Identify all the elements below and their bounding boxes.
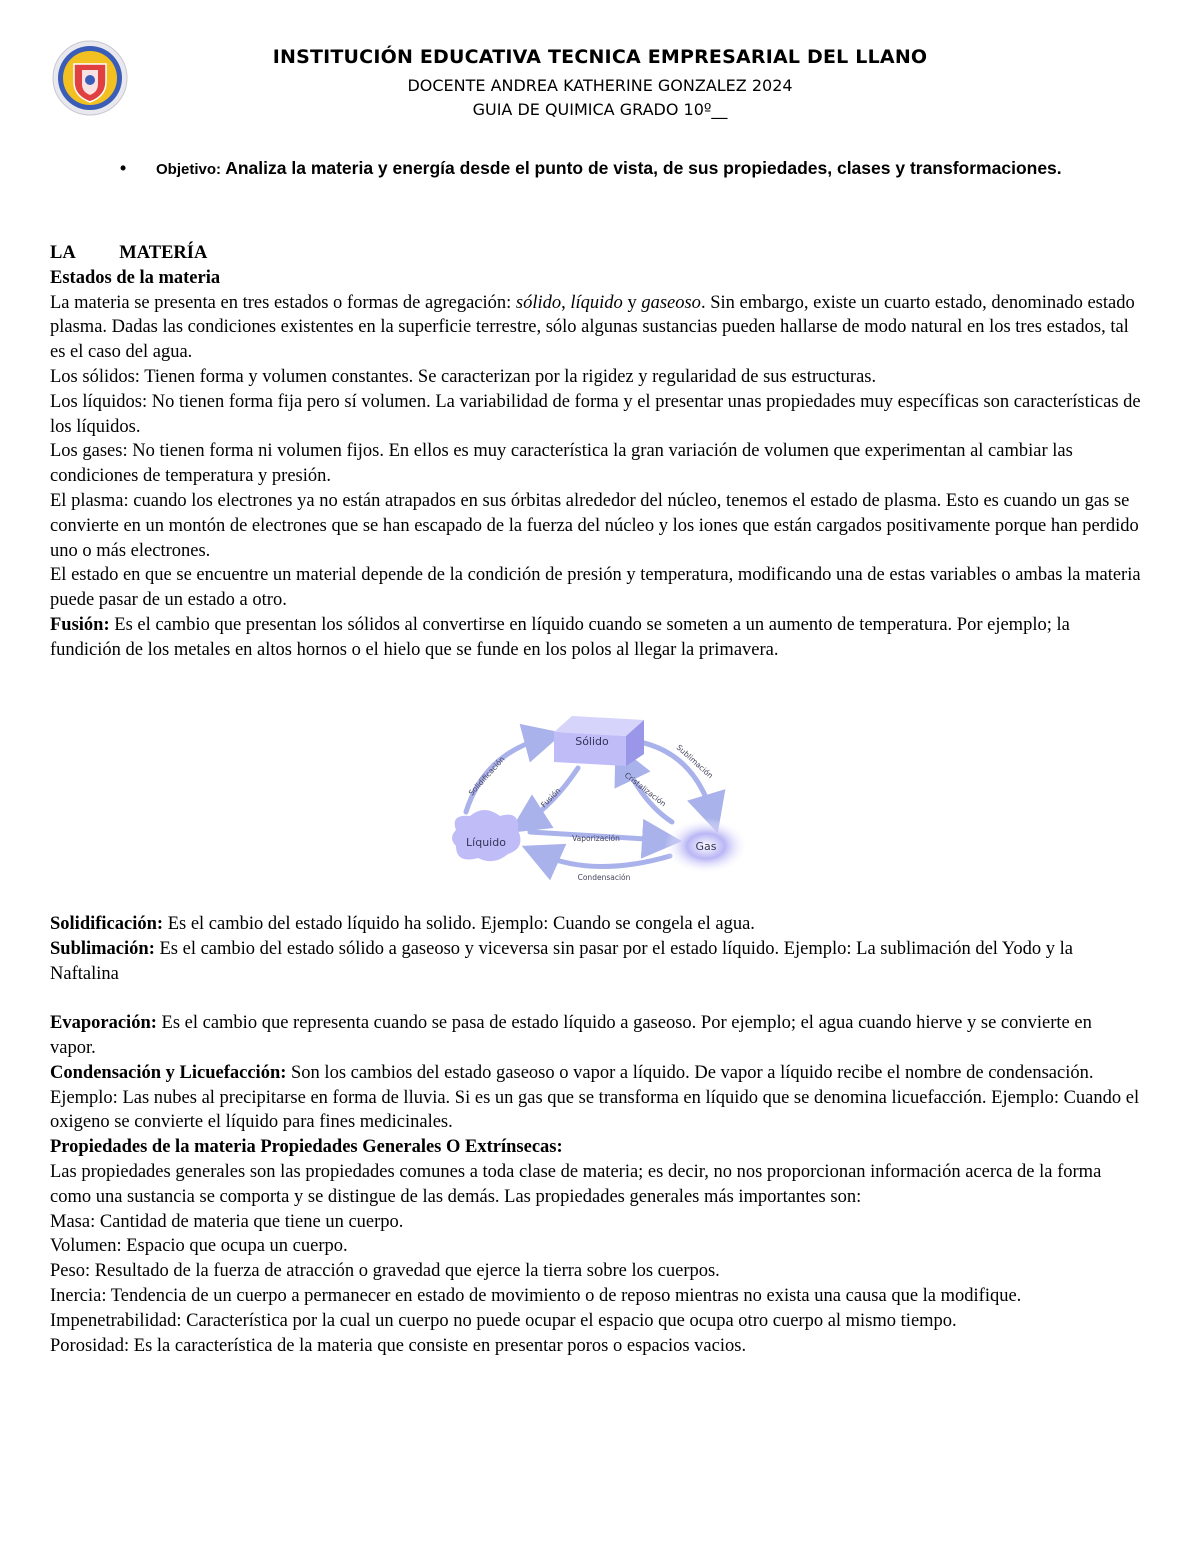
paragraph-sublimacion <box>50 937 1142 987</box>
arrow-solidification <box>466 738 544 812</box>
content-part-1 <box>50 241 1142 663</box>
objective-text: Analiza la materia y energía desde el punto de vista, de sus propiedades, clases y transformaciones. <box>221 158 1062 178</box>
label-solidification: Solidificación <box>466 754 507 798</box>
property-peso: Peso: Resultado de la fuerza de atracción o gravedad que ejerce la tierra sobre los cuerpos. <box>50 1261 720 1282</box>
paragraph-solidos: Los sólidos: Tienen forma y volumen constantes. Se caracterizan por la rigidez y regularidad de sus estructuras. <box>50 366 877 387</box>
label-crystallization: Cristalización <box>622 770 668 809</box>
label-sublimation: Sublimación <box>674 742 715 781</box>
evaporacion-text: Es el cambio que representa cuando se pasa de estado líquido a gaseoso. Por ejemplo; el agua cuando hierve y se convierte en vapor. <box>50 1013 1092 1058</box>
property-volumen: Volumen: Espacio que ocupa un cuerpo. <box>50 1236 348 1257</box>
content-part-2 <box>50 912 1142 1358</box>
teacher-line: DOCENTE ANDREA KATHERINE GONZALEZ 2024 <box>407 76 793 95</box>
paragraph-gases: Los gases: No tienen forma ni volumen fijos. En ellos es muy característica la gran variación de volumen que experimentan al cambiar las condiciones de temperatura y presión. <box>50 441 1073 487</box>
property-porosidad: Porosidad: Es la característica de la materia que consiste en presentar poros o espacios vacios. <box>50 1335 747 1356</box>
label-condensation: Condensación <box>577 873 631 882</box>
bullet-icon: • <box>120 158 127 178</box>
paragraph-solidificacion <box>50 912 1142 937</box>
propiedades-intro: Las propiedades generales son las propiedades comunes a toda clase de materia; es decir, no nos proporcionan información acerca de la forma como una sustancia se comporta y se distingue de las demás. Las propiedades generales más importantes son: <box>50 1161 1102 1207</box>
solidificacion-label: Solidificación: <box>50 914 164 934</box>
spacer <box>50 986 1142 1011</box>
guide-title: GUIA DE QUIMICA GRADO 10º__ <box>472 100 728 119</box>
property-masa: Masa: Cantidad de materia que tiene un cuerpo. <box>50 1211 404 1232</box>
condensacion-label: Condensación y Licuefacción: <box>50 1062 287 1083</box>
paragraph-evaporacion <box>50 1011 1142 1061</box>
paragraph-fusion <box>50 613 1142 663</box>
paragraph-condensacion <box>50 1061 1142 1135</box>
objective-item <box>120 156 1126 182</box>
label-liquid: Líquido <box>466 836 506 849</box>
label-gas: Gas <box>695 840 717 853</box>
paragraph-liquidos: Los líquidos: No tienen forma fija pero sí volumen. La variabilidad de forma y el presentar unas propiedades muy específicas son características de los líquidos. <box>50 391 1141 437</box>
sublimacion-text: Es el cambio del estado sólido a gaseoso y viceversa sin pasar por el estado líquido. Ejemplo: La sublimación del Yodo y la Naftalina <box>50 938 1073 984</box>
label-vaporization: Vaporización <box>572 834 620 843</box>
word-liquido: líquido <box>570 292 623 313</box>
label-fusion: Fusión <box>539 786 563 810</box>
fusion-label: Fusión: <box>50 614 110 635</box>
label-solid: Sólido <box>575 735 609 748</box>
word-gaseoso: gaseoso <box>641 292 701 313</box>
solidificacion-text: Es el cambio del estado líquido ha solido. Ejemplo: Cuando se congela el agua. <box>163 914 755 934</box>
evaporacion-label: Evaporación: <box>50 1013 157 1034</box>
property-inercia: Inercia: Tendencia de un cuerpo a permanecer en estado de movimiento o de reposo mientras no exista una causa que la modifique. <box>50 1285 1022 1306</box>
paragraph-plasma: El plasma: cuando los electrones ya no están atrapados en sus órbitas alrededor del núcleo, tenemos el estado de plasma. Esto es cuando un gas se convierte en un montón de electrones que se han escapado de la fuerza del núcleo y los iones que están cargados positivamente porque han perdido uno o más electrones. <box>50 490 1139 561</box>
section-title: LA MATERÍA <box>50 243 208 263</box>
comma-sep: , <box>561 292 571 313</box>
condensacion-text: Son los cambios del estado gaseoso o vapor a líquido. De vapor a líquido recibe el nombre de condensación. Ejemplo: Las nubes al precipitarse en forma de lluvia. Si es un gas que se transforma en líquido que se denomina licuefacción. Ejemplo: Cuando el oxigeno se convierte el líquido para fines medicinales. <box>50 1062 1140 1133</box>
and-sep: y <box>622 292 642 313</box>
arrow-condensation <box>540 854 670 867</box>
fusion-text: Es el cambio que presentan los sólidos al convertirse en líquido cuando se someten a un aumento de temperatura. Por ejemplo; la fundición de los metales en altos hornos o el hielo que se funde en los polos al llegar la primavera. <box>50 614 1070 660</box>
paragraph-estado: El estado en que se encuentre un material depende de la condición de presión y temperatura, modificando una de estas variables o ambas la materia puede pasar de un estado a otro. <box>50 565 1141 611</box>
states-diagram <box>444 704 758 890</box>
states-intro-part1: La materia se presenta en tres estados o formas de agregación: <box>50 292 516 313</box>
propiedades-heading: Propiedades de la materia Propiedades Generales O Extrínsecas: <box>50 1137 563 1158</box>
property-impenetrabilidad: Impenetrabilidad: Característica por la cual un cuerpo no puede ocupar el espacio que ocupa otro cuerpo al mismo tiempo. <box>50 1310 957 1331</box>
school-name: INSTITUCIÓN EDUCATIVA TECNICA EMPRESARIAL DEL LLANO <box>272 46 928 68</box>
sublimacion-label: Sublimación: <box>50 938 155 959</box>
word-solido: sólido <box>515 292 562 313</box>
states-intro-part2: . Sin embargo, existe un cuarto estado, denominado estado plasma. Dadas las condiciones existentes en la superficie terrestre, sólo algunas sustancias pueden hallarse de modo natural en los tres estados, tal es el caso del agua. <box>50 292 1135 363</box>
states-intro <box>50 291 1142 365</box>
objective-label: Objetivo: <box>156 161 222 178</box>
states-heading: Estados de la materia <box>50 267 221 288</box>
